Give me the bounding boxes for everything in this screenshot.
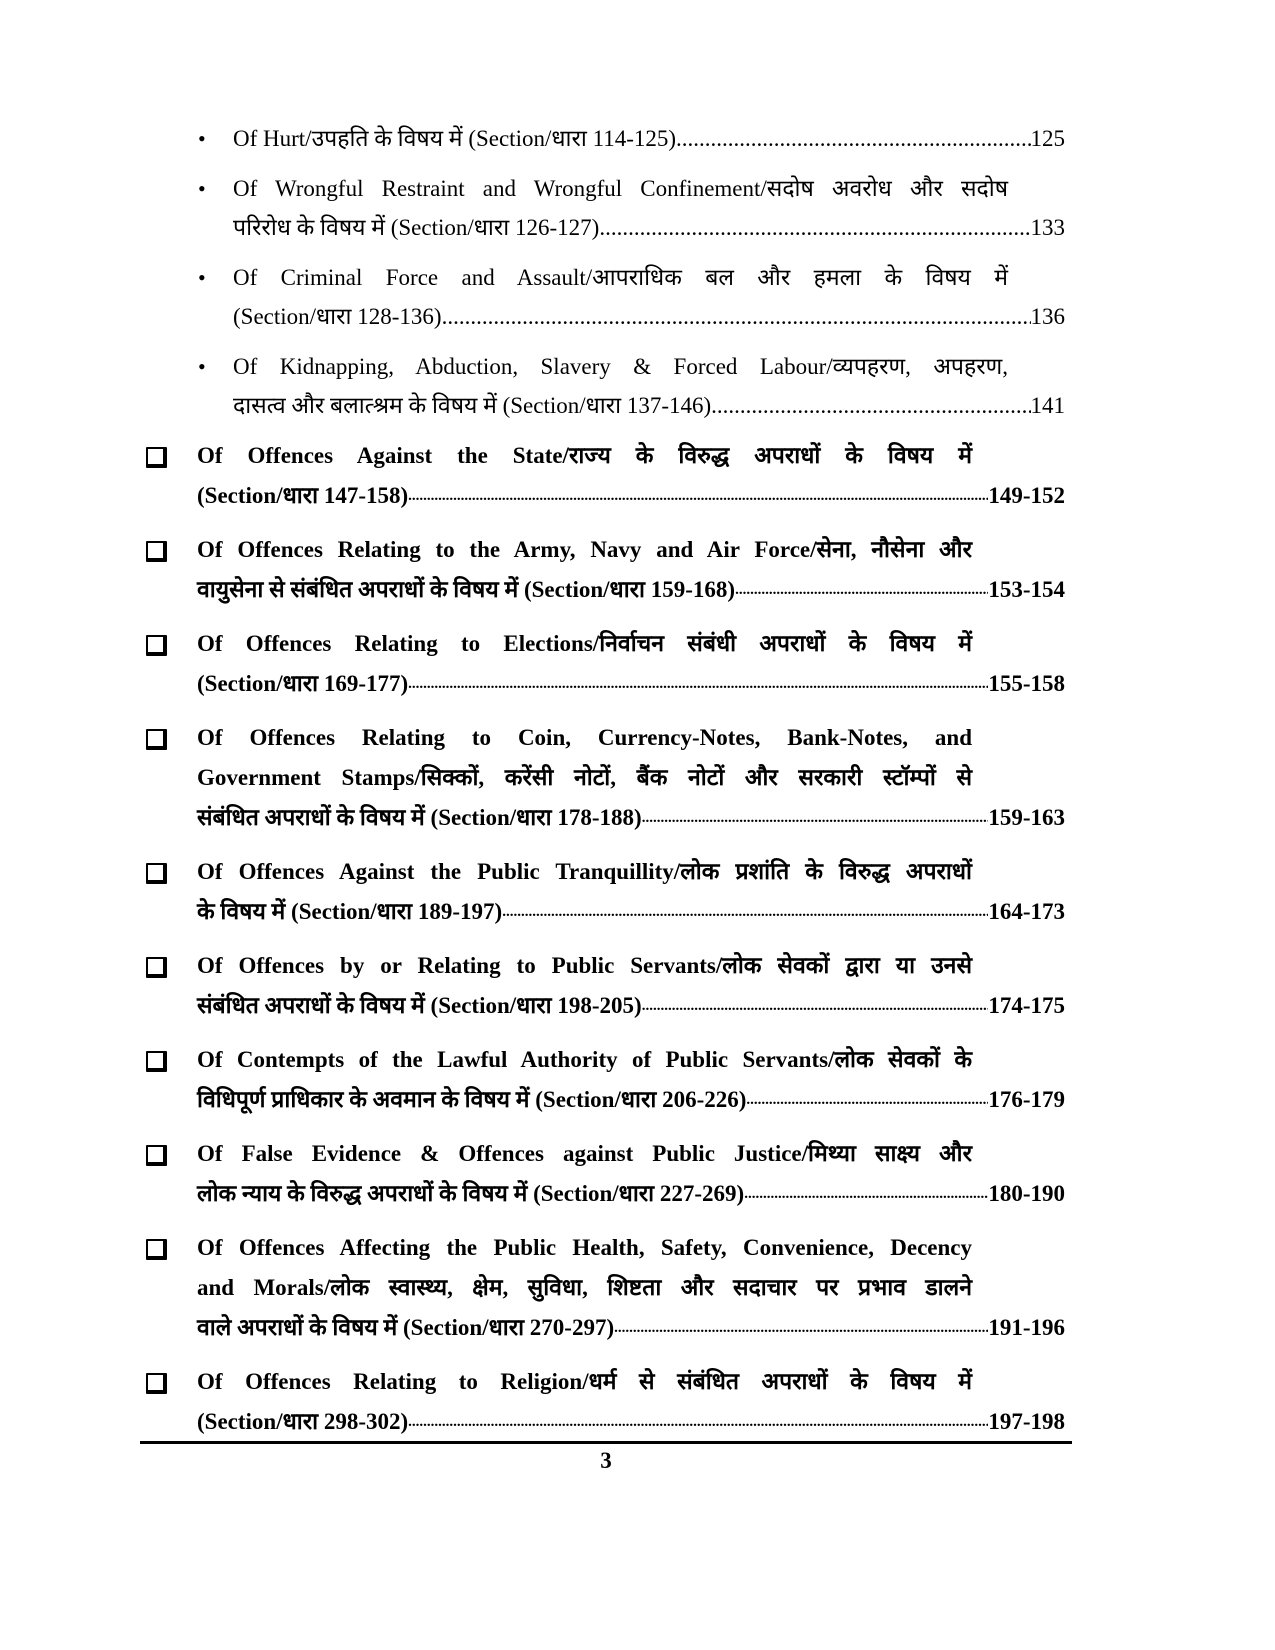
entry-page-number: 164-173 — [988, 899, 1065, 924]
toc-subentry — [140, 258, 1070, 336]
page-number: 3 — [600, 1448, 612, 1473]
toc-entry — [140, 852, 1070, 932]
entry-page-number: 191-196 — [988, 1315, 1065, 1340]
toc-entry — [140, 436, 1070, 516]
checkbox-icon — [146, 1051, 167, 1072]
entry-title-line: Government Stamps/सिक्कों, करेंसी नोटों, बैंक नोटों और सरकारी स्टॉम्पों से — [197, 765, 972, 790]
entry-title-line: Of Offences Against the State/राज्य के विरुद्ध अपराधों के विषय में — [197, 443, 972, 468]
checkbox-icon — [146, 729, 167, 750]
footer-divider — [140, 1441, 1072, 1444]
entry-page-number: 141 — [1030, 393, 1065, 418]
entry-page-number: 180-190 — [988, 1181, 1065, 1206]
toc-entry — [140, 624, 1070, 704]
dot-leader — [711, 386, 1030, 425]
entry-title-line: Of Wrongful Restraint and Wrongful Confinement/सदोष अवरोध और सदोष — [233, 176, 1008, 201]
entry-title-line: Of Offences Relating to Coin, Currency-Notes, Bank-Notes, and — [197, 725, 972, 750]
dot-leader — [408, 476, 988, 516]
toc-entry — [140, 1040, 1070, 1120]
toc-subentry — [140, 119, 1070, 158]
checkbox-icon — [146, 1373, 167, 1394]
checkbox-icon — [146, 447, 167, 468]
toc-subentry — [140, 169, 1070, 247]
dot-leader — [735, 570, 988, 610]
entry-section-text: के विषय में (Section/धारा 189-197) — [197, 899, 503, 924]
bullet-icon: • — [198, 176, 206, 201]
table-of-contents — [140, 119, 1070, 1456]
toc-entry — [140, 1362, 1070, 1442]
entry-section-text: संबंधित अपराधों के विषय में (Section/धारा 178-188) — [197, 805, 642, 830]
entry-last-line — [197, 1402, 1065, 1442]
toc-subentry — [140, 347, 1070, 425]
entry-page-number: 174-175 — [988, 993, 1065, 1018]
entry-section-text: Of Hurt/उपहति के विषय में (Section/धारा 114-125) — [233, 126, 677, 151]
entry-section-text: विधिपूर्ण प्राधिकार के अवमान के विषय में (Section/धारा 206-226) — [197, 1087, 747, 1112]
entry-section-text: (Section/धारा 169-177) — [197, 671, 409, 696]
dot-leader — [744, 1174, 988, 1214]
entry-title-line: Of Offences Relating to Religion/धर्म से संबंधित अपराधों के विषय में — [197, 1369, 972, 1394]
toc-entry — [140, 946, 1070, 1026]
entry-title-line: and Morals/लोक स्वास्थ्य, क्षेम, सुविधा, शिष्टता और सदाचार पर प्रभाव डालने — [197, 1275, 972, 1300]
entry-last-line — [233, 386, 1065, 425]
bullet-icon: • — [198, 126, 206, 151]
entry-section-text: (Section/धारा 147-158) — [197, 483, 409, 508]
entry-last-line — [197, 476, 1065, 516]
entry-section-text: (Section/धारा 128-136) — [233, 304, 442, 329]
entry-page-number: 149-152 — [988, 483, 1065, 508]
bullet-icon: • — [198, 354, 206, 379]
entry-last-line — [197, 1174, 1065, 1214]
checkbox-icon — [146, 635, 167, 656]
checkbox-icon — [146, 541, 167, 562]
entry-section-text: लोक न्याय के विरुद्ध अपराधों के विषय में (Section/धारा 227-269) — [197, 1181, 745, 1206]
entry-last-line — [197, 892, 1065, 932]
entry-title-line: Of Offences Affecting the Public Health, Safety, Convenience, Decency — [197, 1235, 972, 1260]
dot-leader — [408, 664, 988, 704]
entry-last-line — [197, 570, 1065, 610]
entry-page-number: 159-163 — [988, 805, 1065, 830]
entry-title-line: Of Offences by or Relating to Public Servants/लोक सेवकों द्वारा या उनसे — [197, 953, 972, 978]
entry-last-line — [197, 664, 1065, 704]
entry-title-line: Of Kidnapping, Abduction, Slavery & Forced Labour/व्यपहरण, अपहरण, — [233, 354, 1008, 379]
dot-leader — [746, 1080, 988, 1120]
entry-last-line — [233, 208, 1065, 247]
entry-page-number: 153-154 — [988, 577, 1065, 602]
dot-leader — [676, 119, 1030, 158]
checkbox-icon — [146, 863, 167, 884]
dot-leader — [614, 1308, 988, 1348]
dot-leader — [408, 1402, 988, 1442]
toc-entry — [140, 530, 1070, 610]
entry-title-line: Of Offences Relating to the Army, Navy and Air Force/सेना, नौसेना और — [197, 537, 972, 562]
entry-section-text: वायुसेना से संबंधित अपराधों के विषय में (Section/धारा 159-168) — [197, 577, 736, 602]
entry-page-number: 176-179 — [988, 1087, 1065, 1112]
entry-section-text: संबंधित अपराधों के विषय में (Section/धारा 198-205) — [197, 993, 642, 1018]
dot-leader — [599, 208, 1030, 247]
dot-leader — [642, 986, 989, 1026]
dot-leader — [442, 297, 1031, 336]
entry-page-number: 133 — [1030, 215, 1065, 240]
entry-last-line — [233, 297, 1065, 336]
entry-page-number: 155-158 — [988, 671, 1065, 696]
entry-last-line — [233, 119, 1065, 158]
toc-entry — [140, 718, 1070, 838]
bullet-icon: • — [198, 265, 206, 290]
entry-title-line: Of Offences Relating to Elections/निर्वाचन संबंधी अपराधों के विषय में — [197, 631, 972, 656]
checkbox-icon — [146, 957, 167, 978]
checkbox-icon — [146, 1145, 167, 1166]
checkbox-icon — [146, 1239, 167, 1260]
entry-title-line: Of False Evidence & Offences against Public Justice/मिथ्या साक्ष्य और — [197, 1141, 972, 1166]
entry-page-number: 125 — [1030, 126, 1065, 151]
entry-last-line — [197, 1080, 1065, 1120]
entry-page-number: 197-198 — [988, 1409, 1065, 1434]
entry-section-text: परिरोध के विषय में (Section/धारा 126-127) — [233, 215, 600, 240]
entry-section-text: (Section/धारा 298-302) — [197, 1409, 409, 1434]
toc-entry — [140, 1228, 1070, 1348]
entry-title-line: Of Offences Against the Public Tranquillity/लोक प्रशांति के विरुद्ध अपराधों — [197, 859, 972, 884]
entry-page-number: 136 — [1030, 304, 1065, 329]
entry-title-line: Of Criminal Force and Assault/आपराधिक बल और हमला के विषय में — [233, 265, 1008, 290]
entry-section-text: दासत्व और बलात्श्रम के विषय में (Section/धारा 137-146) — [233, 393, 712, 418]
toc-entry — [140, 1134, 1070, 1214]
entry-last-line — [197, 986, 1065, 1026]
entry-section-text: वाले अपराधों के विषय में (Section/धारा 270-297) — [197, 1315, 615, 1340]
entry-last-line — [197, 798, 1065, 838]
dot-leader — [642, 798, 989, 838]
entry-title-line: Of Contempts of the Lawful Authority of Public Servants/लोक सेवकों के — [197, 1047, 972, 1072]
entry-last-line — [197, 1308, 1065, 1348]
dot-leader — [502, 892, 988, 932]
